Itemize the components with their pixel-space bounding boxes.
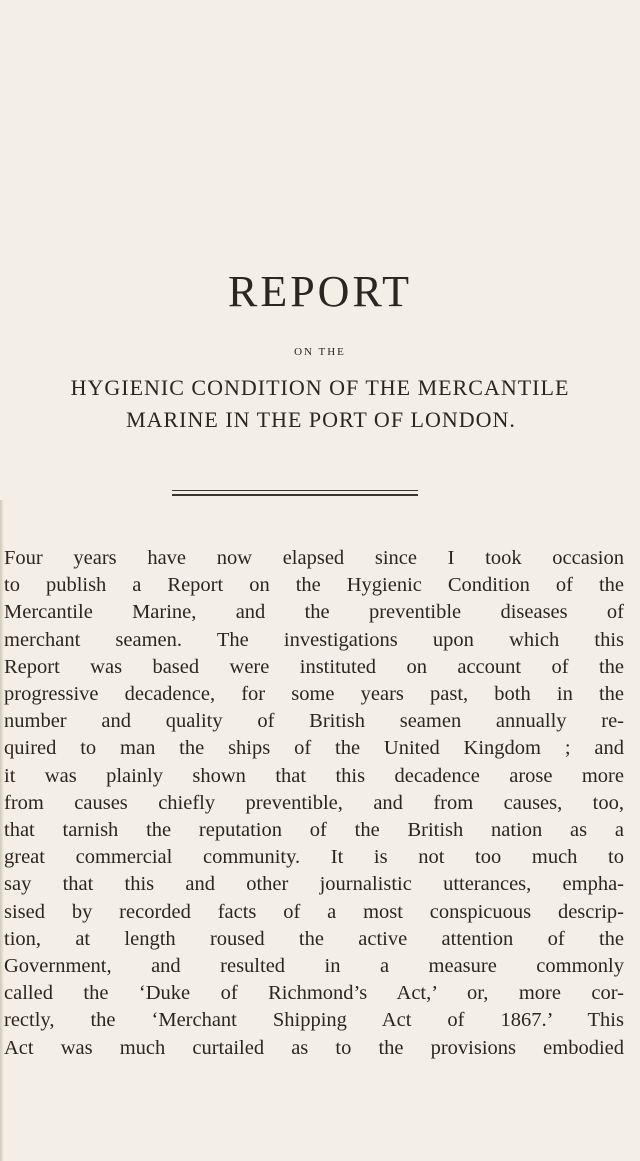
- report-title: REPORT: [227, 267, 413, 316]
- body-line: rectly, the ‘Merchant Shipping Act of 1867.’ This: [4, 1009, 624, 1032]
- body-line: quired to man the ships of the United Kingdom ; and: [4, 737, 624, 760]
- body-line: to publish a Report on the Hygienic Condition of the: [4, 574, 624, 597]
- body-paragraph: [4, 545, 624, 1062]
- body-line: Four years have now elapsed since I took occasion: [4, 547, 624, 569]
- body-line: Mercantile Marine, and the preventible diseases of: [4, 601, 624, 624]
- body-line: Report was based were instituted on account of the: [4, 655, 624, 678]
- body-line: that tarnish the reputation of the British nation as a: [4, 819, 624, 842]
- body-line: from causes chiefly preventible, and from causes, too,: [4, 791, 624, 814]
- body-line: merchant seamen. The investigations upon which this: [4, 628, 624, 651]
- on-the-label: ON THE: [294, 346, 346, 358]
- body-line: tion, at length roused the active attention of the: [4, 927, 624, 950]
- subtitle-line-2: MARINE IN THE PORT OF LONDON.: [126, 407, 516, 432]
- body-line: great commercial community. It is not too much to: [4, 846, 624, 869]
- body-line: number and quality of British seamen annually re-: [4, 710, 624, 733]
- body-line: Act was much curtailed as to the provisions embodied: [4, 1036, 624, 1059]
- body-line: progressive decadence, for some years past, both in the: [4, 683, 624, 706]
- divider-rule-thin: [172, 490, 418, 491]
- body-line: called the ‘Duke of Richmond’s Act,’ or, more cor-: [4, 982, 624, 1005]
- divider-rule-thick: [172, 494, 418, 496]
- body-line: Government, and resulted in a measure commonly: [4, 955, 624, 978]
- body-line: say that this and other journalistic utterances, empha-: [4, 873, 624, 896]
- body-line: it was plainly shown that this decadence arose more: [4, 764, 624, 787]
- report-subtitle: [0, 372, 640, 436]
- body-line: sised by recorded facts of a most conspicuous descrip-: [4, 900, 624, 923]
- subtitle-line-1: HYGIENIC CONDITION OF THE MERCANTILE: [70, 375, 570, 400]
